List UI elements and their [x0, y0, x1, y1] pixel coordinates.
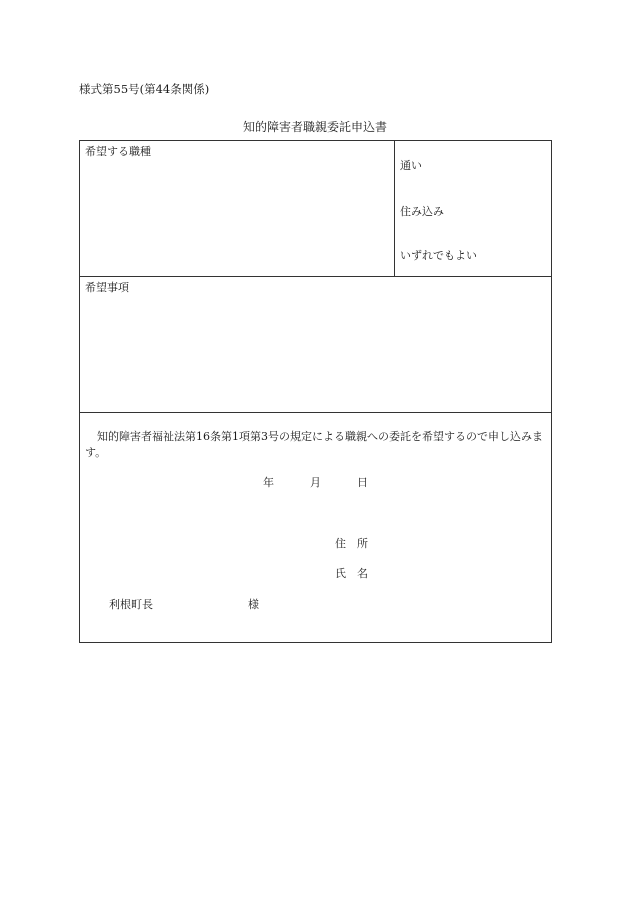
option-live-in: 住み込み — [400, 205, 444, 218]
row-divider-1 — [80, 276, 551, 277]
application-statement: 知的障害者福祉法第16条第1項第3号の規定による職親への委託を希望するので申し込みます。 — [85, 430, 543, 459]
column-divider — [394, 141, 395, 276]
option-either: いずれでもよい — [400, 249, 477, 262]
address-label: 住 所 — [335, 537, 368, 550]
row-divider-2 — [80, 412, 551, 413]
requests-label: 希望事項 — [85, 281, 129, 294]
honorific: 様 — [248, 598, 259, 611]
form-number: 様式第55号(第44条関係) — [79, 82, 210, 96]
form-title: 知的障害者職親委託申込書 — [242, 120, 387, 134]
date-day: 日 — [357, 476, 368, 489]
application-form-table — [79, 140, 552, 643]
name-label: 氏 名 — [335, 567, 368, 580]
desired-occupation-label: 希望する職種 — [85, 145, 151, 158]
date-month: 月 — [310, 476, 321, 489]
addressee: 利根町長 — [109, 598, 153, 611]
date-year: 年 — [263, 476, 274, 489]
option-commute: 通い — [400, 159, 422, 172]
